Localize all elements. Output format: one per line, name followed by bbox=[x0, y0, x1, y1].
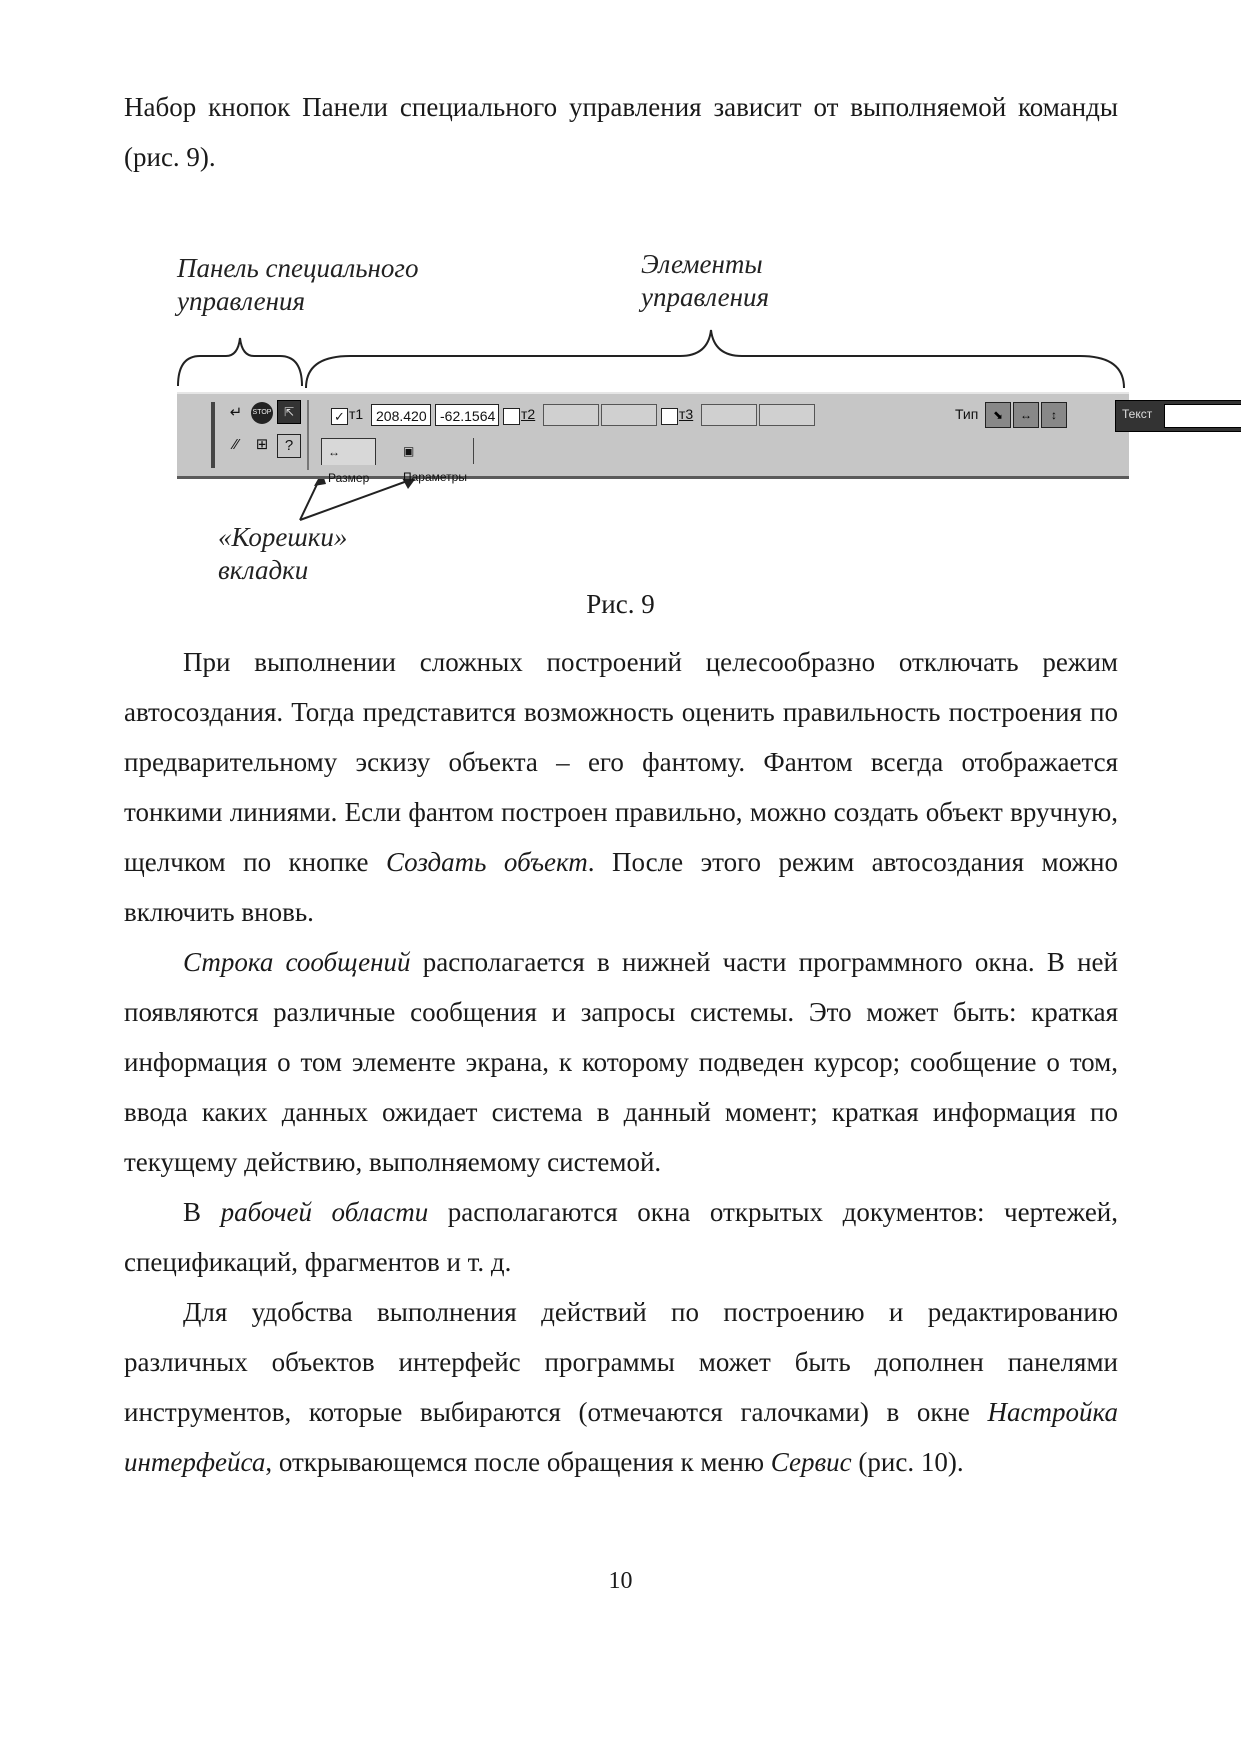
paragraph-work-area-head: В bbox=[183, 1197, 221, 1227]
auto-create-icon[interactable]: ⇱ bbox=[277, 400, 301, 424]
checkbox-t1[interactable]: ✓ bbox=[331, 408, 348, 425]
horizontal-dimension-icon[interactable]: ↔ bbox=[1013, 402, 1039, 428]
callout-tab-stubs-line1: «Корешки» bbox=[218, 522, 348, 552]
text-field-group bbox=[1115, 400, 1241, 432]
paragraph-toolbars bbox=[124, 1287, 1118, 1487]
tab-size-label: Размер bbox=[328, 471, 370, 485]
callout-special-panel-line2: управления bbox=[177, 286, 306, 316]
controls-row bbox=[315, 402, 1153, 430]
tab-params[interactable] bbox=[397, 438, 474, 484]
paragraph-toolbars-mid: , открывающемся после обращения к меню bbox=[265, 1447, 771, 1477]
callout-controls-line2: управления bbox=[641, 282, 770, 312]
checkbox-t3[interactable] bbox=[661, 408, 678, 425]
paragraph-message-line-text: располагается в нижней части программного окна. В ней появляются различные сообщения и запросы системы. Это может быть: краткая информация о том элементе экрана, к которому подведен курсор; сообщение о том, ввода каких данных ожидает система в данный момент; краткая информация по текущему действию, выполняемому системой. bbox=[124, 947, 1118, 1177]
field-t3-y[interactable] bbox=[759, 404, 815, 426]
callout-special-panel-line1: Панель специального bbox=[177, 253, 419, 283]
message-line-term: Строка сообщений bbox=[183, 947, 411, 977]
callout-controls-line1: Элементы bbox=[641, 249, 763, 279]
service-menu-term: Сервис bbox=[770, 1447, 852, 1477]
paragraph-autocreate bbox=[124, 637, 1118, 937]
enter-arrow-icon[interactable]: ↵ bbox=[229, 404, 243, 421]
field-t2-y[interactable] bbox=[601, 404, 657, 426]
field-y[interactable]: -62.1564 bbox=[435, 404, 499, 426]
label-t3: т3 bbox=[679, 406, 694, 422]
interface-settings-term: Настройка интерфейса bbox=[124, 1397, 1118, 1477]
brace-controls bbox=[306, 330, 1124, 388]
text-input[interactable] bbox=[1164, 404, 1241, 428]
field-t3-x[interactable] bbox=[701, 404, 757, 426]
label-text: Текст bbox=[1122, 407, 1153, 421]
paragraph-message-line bbox=[124, 937, 1118, 1187]
snap-icon[interactable]: ⊞ bbox=[255, 436, 269, 453]
field-t2-x[interactable] bbox=[543, 404, 599, 426]
tab-params-label: Параметры bbox=[403, 470, 467, 484]
label-type: Тип bbox=[955, 406, 979, 422]
paragraph-autocreate-tail: . После этого режим автосоздания можно включить вновь. bbox=[124, 847, 1119, 927]
label-t1: т1 bbox=[349, 406, 364, 422]
dimension-type-icon[interactable]: ⬊ bbox=[985, 402, 1011, 428]
paragraph-work-area bbox=[124, 1187, 1118, 1287]
work-area-term: рабочей области bbox=[220, 1197, 429, 1227]
paragraph-autocreate-text: При выполнении сложных построений целесообразно отключать режим автосоздания. Тогда представится возможность оценить правильность построения по предварительному эскизу объекта – его фантому. Фантом всегда отображается тонкими линиями. Если фантом построен правильно, можно создать объект вручную, щелчком по кнопке bbox=[124, 647, 1118, 877]
page-number: 10 bbox=[608, 1568, 633, 1594]
figure-caption: Рис. 9 bbox=[586, 589, 655, 619]
callout-tab-stubs-line2: вкладки bbox=[218, 555, 309, 585]
paragraph-toolbars-tail: (рис. 10). bbox=[851, 1447, 964, 1477]
special-control-toolbar bbox=[177, 392, 1153, 485]
toolbar-grip[interactable] bbox=[211, 402, 215, 468]
line-style-icon[interactable]: ⁄⁄ bbox=[233, 436, 239, 453]
tab-size[interactable] bbox=[321, 438, 376, 485]
params-icon: ▣ bbox=[403, 444, 415, 458]
toolbar-separator bbox=[307, 400, 309, 470]
stop-icon[interactable]: STOP bbox=[251, 402, 273, 424]
paragraph-work-area-text: располагаются окна открытых документов: чертежей, спецификаций, фрагментов и т. д. bbox=[124, 1197, 1118, 1277]
paragraph-toolbars-text: Для удобства выполнения действий по построению и редактированию различных объектов интерфейс программы может быть дополнен панелями инструментов, которые выбираются (отмечаются галочками) в окне bbox=[124, 1297, 1118, 1427]
label-t2: т2 bbox=[521, 406, 536, 422]
vertical-dimension-icon[interactable]: ↕ bbox=[1041, 402, 1067, 428]
dimension-arrows-icon: ↔ bbox=[328, 445, 340, 459]
brace-special-panel bbox=[178, 338, 302, 386]
field-x[interactable]: 208.420 bbox=[371, 404, 431, 426]
figure-annotations bbox=[0, 0, 1241, 600]
create-object-term: Создать объект bbox=[385, 847, 588, 877]
checkbox-t2[interactable] bbox=[503, 408, 520, 425]
paragraph-intro-text: Набор кнопок Панели специального управления зависит от выполняемой команды (рис. 9). bbox=[124, 92, 1118, 172]
help-icon[interactable]: ? bbox=[277, 434, 301, 458]
